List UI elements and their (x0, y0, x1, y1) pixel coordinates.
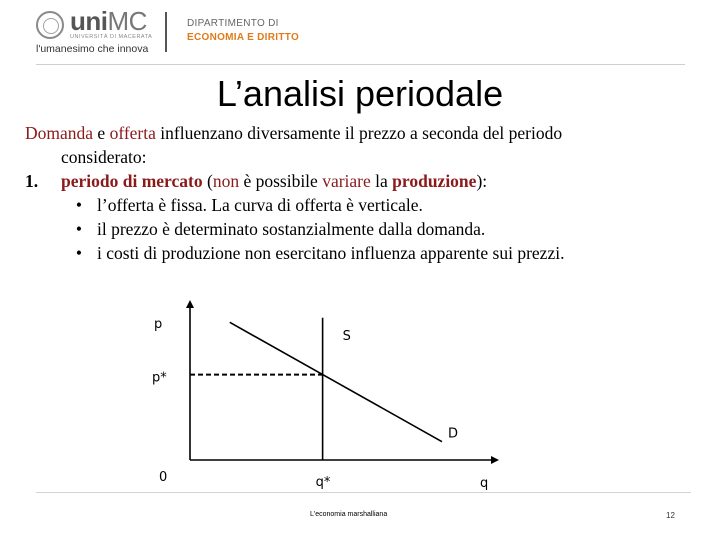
logo-text-light: MC (107, 6, 147, 36)
demand-series-label: D (447, 426, 458, 442)
x-axis-label: q (480, 476, 489, 491)
bullet-text: il prezzo è determinato sostanzialmente dalla domanda. (97, 219, 486, 239)
bullet-dot-icon: • (75, 195, 83, 215)
item-term-periodo: periodo di mercato (61, 171, 203, 191)
intro-conj: e (97, 123, 106, 143)
logo-text-bold: uni (70, 6, 108, 36)
origin-label: 0 (159, 470, 168, 485)
intro-term-domanda: Domanda (25, 123, 94, 143)
item-text-a: ( (202, 171, 213, 191)
item-text-b: è possibile (239, 171, 323, 191)
slide-title: L’analisi periodale (216, 73, 504, 114)
y-tick-label: p* (152, 370, 167, 386)
intro-text-line1: influenzano diversamente il prezzo a seconda del periodo (160, 123, 563, 143)
intro-term-offerta: offerta (109, 123, 156, 143)
list-number: 1. (25, 171, 39, 191)
item-term-produzione: produzione (392, 171, 477, 191)
logo-tagline: l'umanesimo che innova (36, 43, 149, 55)
footer-rule (36, 492, 691, 493)
bullet-text: i costi di produzione non esercitano influenza apparente sui prezzi. (97, 243, 565, 263)
x-tick-label: q* (315, 475, 331, 490)
department-line1: DIPARTIMENTO DI (187, 18, 279, 29)
item-term-non: non (212, 171, 240, 191)
item-text-c: la (370, 171, 393, 191)
intro-text-line2: considerato: (61, 147, 147, 167)
page-number: 12 (666, 511, 675, 520)
supply-series-label: S (342, 328, 351, 344)
item-text-d: ): (476, 171, 488, 191)
department-line2: ECONOMIA E DIRITTO (187, 32, 300, 43)
item-term-variare: variare (322, 171, 371, 191)
logo-subtext: UNIVERSITÀ DI MACERATA (70, 34, 153, 40)
y-axis-label: p (154, 317, 163, 332)
demand-curve (230, 322, 442, 441)
bullet-text: l’offerta è fissa. La curva di offerta è verticale. (97, 195, 423, 215)
footer-title: L'economia marshalliana (310, 511, 388, 518)
bullet-dot-icon: • (75, 219, 83, 239)
bullet-dot-icon: • (75, 243, 83, 263)
